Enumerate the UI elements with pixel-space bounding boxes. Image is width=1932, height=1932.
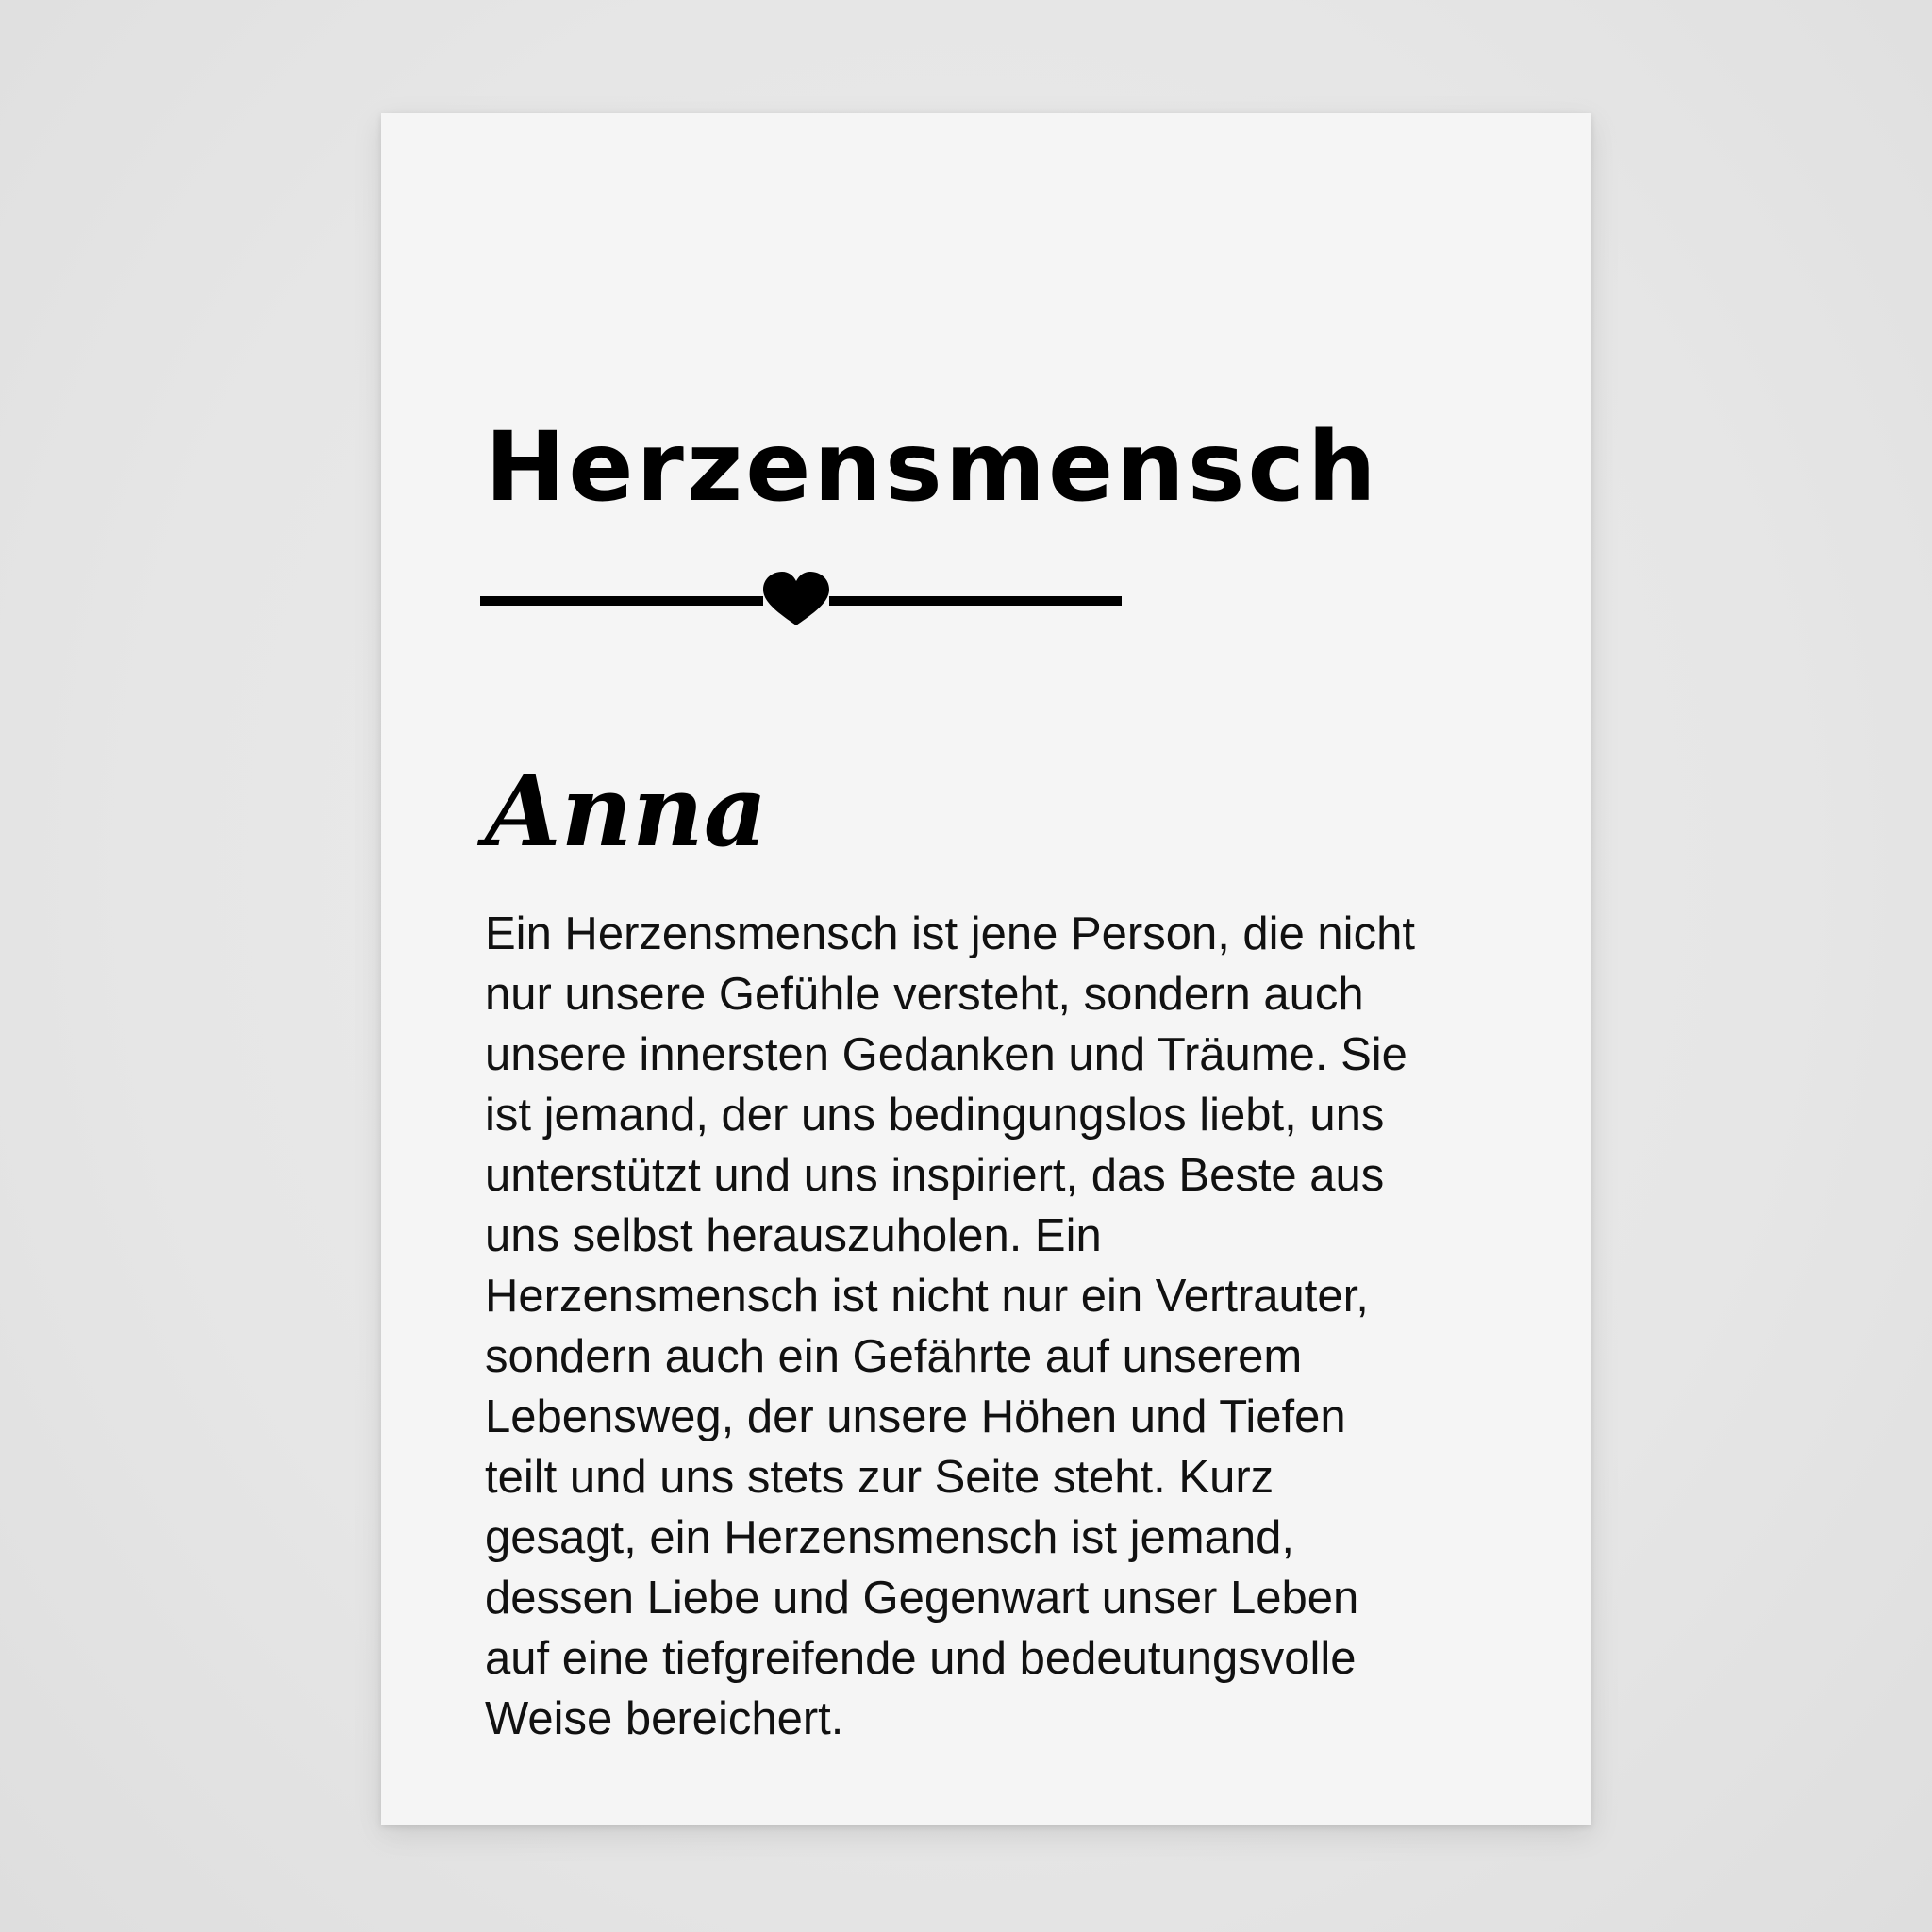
definition-line: unterstützt und uns inspiriert, das Beste aus (485, 1150, 1385, 1201)
poster-title: Herzensmensch (485, 411, 1379, 524)
definition-line: ist jemand, der uns bedingungslos liebt, uns (485, 1090, 1385, 1141)
definition-line: unsere innersten Gedanken und Träume. Sie (485, 1029, 1407, 1080)
poster-card (381, 113, 1591, 1825)
heart-divider (480, 571, 1122, 627)
divider-line-left (480, 596, 763, 606)
definition-line: nur unsere Gefühle versteht, sondern auch (485, 969, 1364, 1020)
definition-line: auf eine tiefgreifende und bedeutungsvolle (485, 1633, 1357, 1684)
person-name: Anna (485, 753, 768, 869)
definition-line: sondern auch ein Gefährte auf unserem (485, 1331, 1303, 1382)
definition-line: Ein Herzensmensch ist jene Person, die nicht (485, 908, 1415, 959)
definition-text (485, 904, 1513, 1749)
definition-line: Lebensweg, der unsere Höhen und Tiefen (485, 1391, 1346, 1442)
divider-line-right (829, 596, 1122, 606)
heart-icon (763, 572, 829, 625)
definition-line: gesagt, ein Herzensmensch ist jemand, (485, 1512, 1294, 1563)
definition-line: Herzensmensch ist nicht nur ein Vertrauter, (485, 1271, 1369, 1322)
definition-line: dessen Liebe und Gegenwart unser Leben (485, 1573, 1359, 1624)
definition-line: teilt und uns stets zur Seite steht. Kurz (485, 1452, 1274, 1503)
definition-line: uns selbst herauszuholen. Ein (485, 1210, 1102, 1261)
definition-line: Weise bereichert. (485, 1693, 844, 1744)
